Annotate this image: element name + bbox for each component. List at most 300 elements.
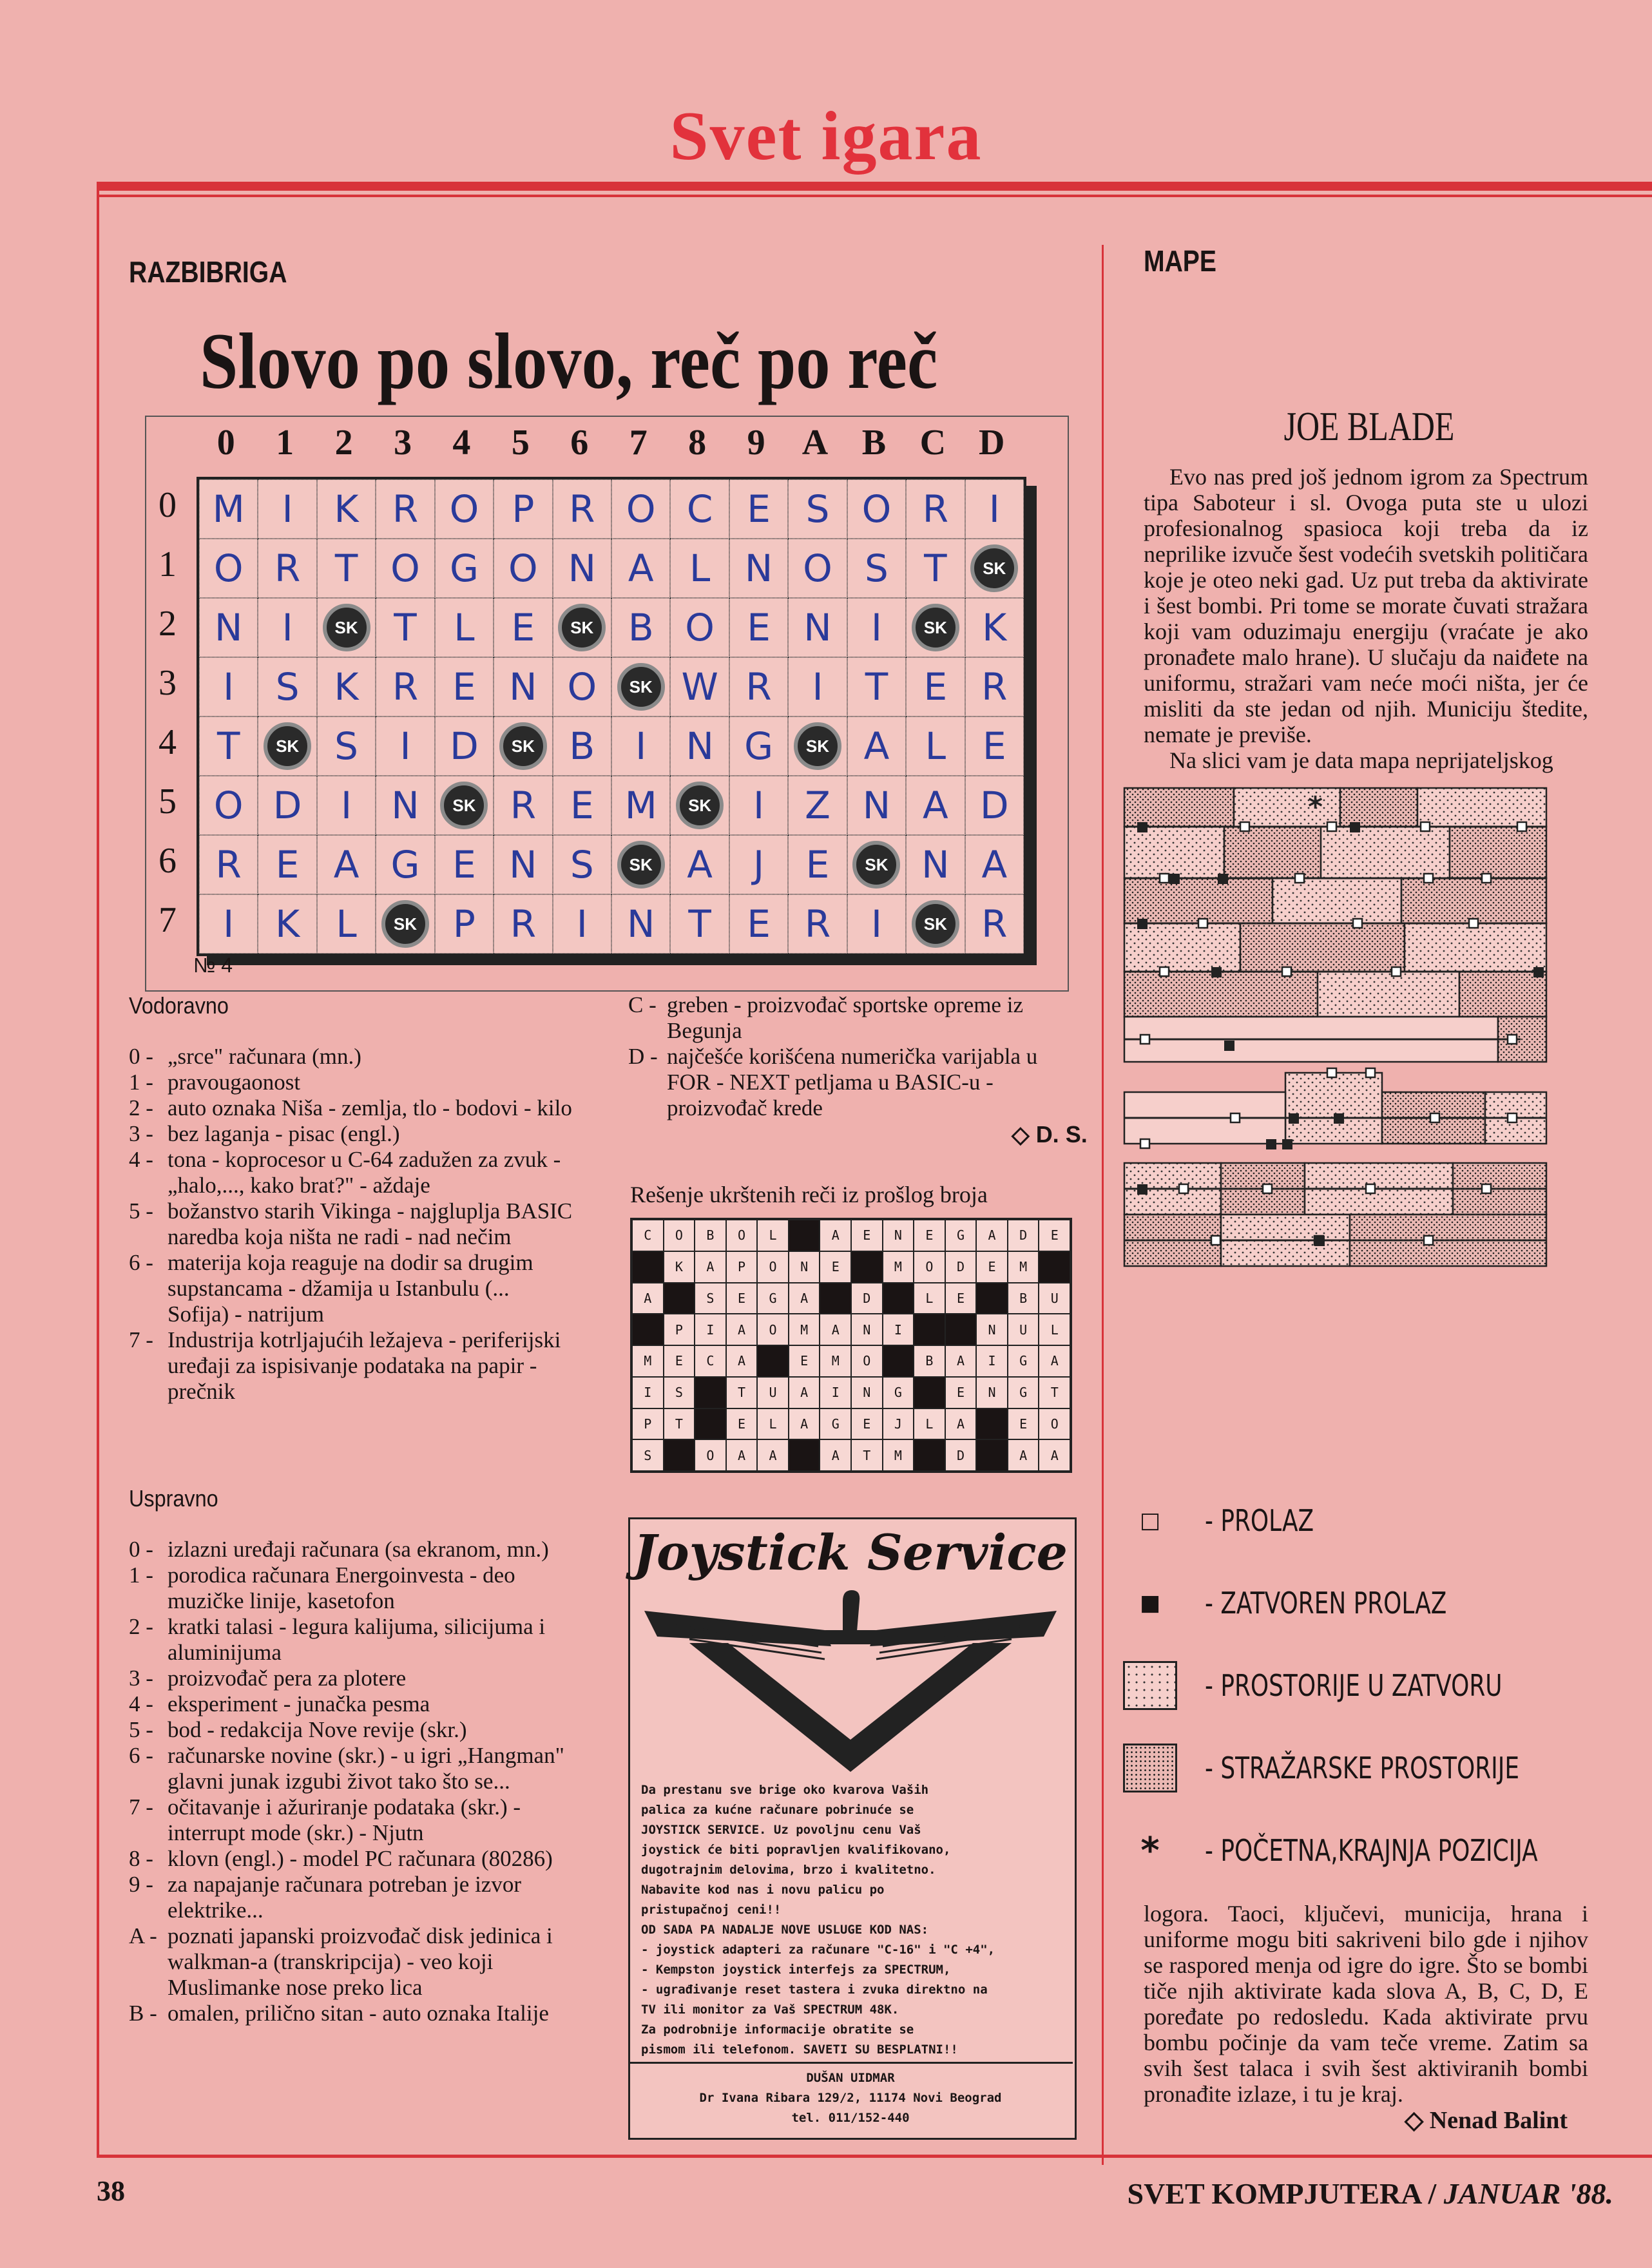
cell-letter: E: [747, 902, 771, 946]
column-header: C: [919, 423, 946, 463]
cell-letter: E: [805, 843, 830, 887]
crossword-cell: [435, 894, 494, 954]
cell-letter: I: [341, 783, 352, 827]
section-label-razbibriga: RAZBIBRIGA: [129, 255, 287, 289]
crossword-cell: [376, 776, 434, 835]
cell-letter: I: [282, 487, 293, 531]
row-header: 4: [158, 722, 177, 762]
crossword-cell: [847, 598, 906, 657]
clue-key: 1 -: [129, 1070, 153, 1095]
solution-cell: E: [914, 1220, 945, 1251]
solution-cell: N: [851, 1377, 883, 1408]
clue-key: 6 -: [129, 1743, 153, 1768]
crossword-cell: [317, 776, 376, 835]
solution-cell: A: [726, 1439, 758, 1471]
puzzle-number: № 4: [193, 954, 233, 977]
ad-line: dugotrajnim delovima, brzo i kvalitetno.: [641, 1863, 936, 1877]
crossword-cell: [494, 835, 552, 894]
crossword-cell: [435, 598, 494, 657]
row-header: 0: [158, 485, 177, 525]
crossword-cell: [965, 776, 1024, 835]
solution-cell: L: [1039, 1314, 1070, 1345]
clue-text: bod - redakcija Nove revije (skr.): [168, 1717, 467, 1742]
solution-cell: O: [851, 1345, 883, 1377]
crossword-cell: [199, 894, 258, 954]
game-title: JOE BLADE: [1283, 403, 1455, 449]
cell-letter: O: [390, 546, 420, 590]
crossword-cell: [965, 716, 1024, 776]
solution-cell: B: [914, 1345, 945, 1377]
crossword-cell: [494, 479, 552, 539]
bottom-rule: [97, 2155, 1652, 2158]
clue-item: [129, 1614, 573, 1666]
ad-contact: [628, 2068, 1073, 2128]
legend-symbol-open: □: [1139, 1508, 1161, 1533]
crossword-cell: [317, 479, 376, 539]
solution-cell: E: [945, 1377, 977, 1408]
clue-key: D -: [628, 1044, 658, 1069]
row-header: 5: [158, 782, 177, 822]
cell-letter: N: [921, 843, 950, 887]
cell-letter: T: [216, 724, 240, 768]
crossword-cell: [670, 479, 729, 539]
solution-black-cell: [851, 1251, 883, 1283]
solution-cell: O: [757, 1251, 789, 1283]
crossword-cell: [611, 479, 670, 539]
solution-cell: N: [976, 1377, 1008, 1408]
solution-cell: A: [945, 1345, 977, 1377]
down-clues-continued: [628, 992, 1073, 1121]
clue-key: 7 -: [129, 1327, 153, 1352]
solution-cell: A: [726, 1314, 758, 1345]
solution-black-cell: [1039, 1251, 1070, 1283]
cell-letter: T: [865, 665, 888, 709]
crossword-cell: [435, 657, 494, 716]
row-header: 3: [158, 663, 177, 703]
cell-letter: R: [510, 783, 536, 827]
crossword-cell: [376, 539, 434, 598]
crossword-cell: [788, 894, 847, 954]
clue-item: [129, 1691, 573, 1717]
crossword-cell: [670, 716, 729, 776]
clue-key: 5 -: [129, 1717, 153, 1742]
solution-cell: E: [851, 1408, 883, 1440]
column-header: 7: [629, 423, 648, 463]
solution-black-cell: [695, 1377, 726, 1408]
crossword-cell: [494, 539, 552, 598]
solution-cell: M: [883, 1439, 914, 1471]
clue-text: računarske novine (skr.) - u igri „Hangman" glavni junak izgubi život tako što se...: [168, 1743, 564, 1794]
crossword-cell: [788, 835, 847, 894]
crossword-grid: [197, 477, 1026, 956]
cell-letter: E: [452, 843, 476, 887]
solution-cell: A: [789, 1283, 820, 1314]
cell-letter: O: [685, 606, 715, 649]
cell-letter: L: [336, 902, 357, 946]
crossword-cell: [670, 657, 729, 716]
crossword-cell: [611, 657, 670, 716]
solution-cell: O: [914, 1251, 945, 1283]
solution-cell: A: [726, 1345, 758, 1377]
cell-letter: L: [689, 546, 711, 590]
article-signature: ◇ Nenad Balint: [1405, 2107, 1568, 2134]
clue-text: „srce" računara (mn.): [168, 1044, 361, 1069]
crossword-cell: [199, 657, 258, 716]
crossword-cell: [670, 598, 729, 657]
solution-black-cell: [757, 1345, 789, 1377]
clue-text: eksperiment - junačka pesma: [168, 1691, 430, 1716]
crossword-cell: [494, 716, 552, 776]
cell-letter: O: [861, 487, 892, 531]
solution-cell: M: [1008, 1251, 1039, 1283]
cell-letter: N: [686, 724, 714, 768]
cell-letter: S: [865, 546, 888, 590]
legend-text: - STRAŽARSKE PROSTORIJE: [1205, 1751, 1520, 1785]
crossword-cell: [847, 716, 906, 776]
crossword-cell: [847, 657, 906, 716]
solution-cell: O: [1039, 1408, 1070, 1440]
column-header: D: [979, 423, 1005, 463]
crossword-cell: [611, 716, 670, 776]
ad-line: Za podrobnije informacije obratite se: [641, 2023, 914, 2037]
puzzle-title: Slovo po slovo, reč po reč: [200, 317, 938, 405]
cell-letter: E: [982, 724, 1006, 768]
cell-letter: R: [804, 902, 831, 946]
solution-cell: G: [757, 1283, 789, 1314]
solution-grid: [630, 1218, 1072, 1473]
clue-key: A -: [129, 1923, 157, 1948]
clue-item: [129, 1537, 573, 1562]
clue-text: klovn (engl.) - model PC računara (80286): [168, 1846, 553, 1871]
cell-letter: E: [570, 783, 594, 827]
cell-letter: T: [334, 546, 358, 590]
solution-cell: B: [1008, 1283, 1039, 1314]
column-header: B: [861, 423, 887, 463]
clue-text: poznati japanski proizvođač disk jedinica i walkman-a (transkripcija) - veo koji Muslimanke nose preko lica: [168, 1923, 553, 2000]
solution-cell: P: [664, 1314, 695, 1345]
clue-item: [129, 1070, 573, 1095]
crossword-cell: [258, 835, 316, 894]
solution-cell: A: [820, 1439, 851, 1471]
crossword-cell: [729, 539, 788, 598]
clue-key: C -: [628, 992, 657, 1017]
clue-item: [129, 1923, 573, 2001]
solution-cell: S: [664, 1377, 695, 1408]
cell-letter: I: [399, 724, 411, 768]
cell-letter: T: [688, 902, 711, 946]
solution-black-cell: [664, 1283, 695, 1314]
clue-item: [129, 1846, 573, 1872]
cell-letter: R: [922, 487, 948, 531]
column-header: 9: [747, 423, 765, 463]
clue-text: bez laganja - pisac (engl.): [168, 1121, 400, 1146]
sk-block: SK: [381, 900, 429, 948]
crossword-cell: [317, 598, 376, 657]
crossword-cell: [611, 776, 670, 835]
sk-block: SK: [323, 604, 370, 651]
solution-cell: A: [1039, 1345, 1070, 1377]
sk-block: SK: [852, 841, 900, 889]
solution-cell: O: [695, 1439, 726, 1471]
crossword-cell: [729, 657, 788, 716]
clue-item: [129, 2001, 573, 2026]
cell-letter: K: [334, 665, 359, 709]
crossword-cell: [906, 716, 965, 776]
top-rule: [97, 182, 1652, 191]
cell-letter: S: [805, 487, 830, 531]
clue-item: [129, 1743, 573, 1794]
solution-cell: N: [851, 1314, 883, 1345]
crossword-cell: [258, 716, 316, 776]
clue-text: tona - koprocesor u C-64 zadužen za zvuk - „halo,..., kako brat?" - aždaje: [168, 1147, 561, 1198]
cell-letter: O: [626, 487, 656, 531]
legend-text: - PROLAZ: [1205, 1503, 1314, 1538]
top-rule-thin: [97, 195, 1652, 197]
crossword-cell: [847, 776, 906, 835]
column-header: 2: [334, 423, 353, 463]
clue-key: 3 -: [129, 1121, 153, 1146]
cell-letter: E: [747, 487, 771, 531]
cell-letter: N: [744, 546, 773, 590]
cell-letter: N: [568, 546, 596, 590]
row-header: 1: [158, 544, 177, 584]
solution-cell: O: [726, 1220, 758, 1251]
clue-key: 5 -: [129, 1198, 153, 1224]
solution-black-cell: [789, 1220, 820, 1251]
cell-letter: I: [282, 606, 293, 649]
ad-line: OD SADA PA NADALJE NOVE USLUGE KOD NAS:: [641, 1923, 929, 1937]
crossword-cell: [553, 539, 611, 598]
cell-letter: T: [394, 606, 417, 649]
solution-black-cell: [883, 1283, 914, 1314]
clue-item: [129, 1121, 573, 1147]
solution-cell: G: [945, 1220, 977, 1251]
clue-text: porodica računara Energoinvesta - deo muzičke linije, kasetofon: [168, 1562, 515, 1613]
clue-key: 7 -: [129, 1794, 153, 1820]
clue-item: [129, 1250, 573, 1327]
crossword-cell: [553, 657, 611, 716]
cell-letter: I: [223, 665, 235, 709]
solution-cell: L: [914, 1408, 945, 1440]
clue-key: 8 -: [129, 1846, 153, 1871]
crossword-cell: [965, 657, 1024, 716]
solution-cell: M: [789, 1314, 820, 1345]
legend-symbol-closed: ■: [1139, 1590, 1161, 1616]
clue-text: Industrija kotrljajućih ležajeva - periferijski uređaji za ispisivanje podataka na papir - prečnik: [168, 1327, 561, 1404]
crossword-cell: [847, 835, 906, 894]
cell-letter: E: [923, 665, 948, 709]
clue-text: izlazni uređaji računara (sa ekranom, mn.): [168, 1537, 549, 1562]
cell-letter: N: [803, 606, 832, 649]
clue-text: božanstvo starih Vikinga - najgluplja BASIC naredba koja ništa ne radi - nad nečim: [168, 1198, 573, 1249]
svg-text:*: *: [1308, 791, 1323, 823]
crossword-cell: [199, 835, 258, 894]
clue-item: [628, 1044, 1073, 1121]
outro-paragraph: logora. Taoci, ključevi, municija, hrana i uniforme mogu biti sakriveni bilo gde i njihov se raspored menja od igre do igre. Što se bombi tiče njih aktivirate kada slova A, B, C, D, E poređate po redosledu. Kada aktivirate prvu bombu počinje da vam teče vreme. Zatim sa svih šest talaca i svih šest aktiviranih bombi pronađite izlaze, i tu je kraj.: [1144, 1901, 1588, 2107]
solution-cell: U: [757, 1377, 789, 1408]
solution-cell: A: [632, 1283, 664, 1314]
solution-cell: G: [1008, 1345, 1039, 1377]
solution-black-cell: [976, 1439, 1008, 1471]
crossword-cell: [258, 479, 316, 539]
cell-letter: O: [803, 546, 832, 590]
clue-text: greben - proizvođač sportske opreme iz Begunja: [667, 992, 1023, 1043]
cell-letter: J: [753, 843, 765, 887]
crossword-cell: [317, 539, 376, 598]
solution-cell: D: [945, 1251, 977, 1283]
crossword-cell: [670, 835, 729, 894]
clue-text: auto oznaka Niša - zemlja, tlo - bodovi - kilo: [168, 1095, 572, 1120]
ad-divider: [628, 2062, 1073, 2064]
column-header: 5: [511, 423, 530, 463]
column-header: 8: [688, 423, 707, 463]
crossword-cell: [965, 479, 1024, 539]
solution-cell: E: [726, 1408, 758, 1440]
solution-cell: M: [883, 1251, 914, 1283]
crossword-cell: [435, 716, 494, 776]
crossword-cell: [906, 539, 965, 598]
cell-letter: L: [454, 606, 475, 649]
solution-cell: A: [695, 1251, 726, 1283]
crossword-cell: [258, 776, 316, 835]
crossword-cell: [906, 835, 965, 894]
cell-letter: R: [392, 665, 419, 709]
clue-item: [129, 1717, 573, 1743]
cell-letter: P: [512, 487, 535, 531]
solution-cell: C: [632, 1220, 664, 1251]
solution-cell: A: [1039, 1439, 1070, 1471]
crossword-cell: [729, 598, 788, 657]
crossword-cell: [906, 894, 965, 954]
solution-cell: S: [632, 1439, 664, 1471]
column-divider: [1102, 245, 1104, 2165]
cell-letter: S: [570, 843, 594, 887]
solution-cell: L: [757, 1408, 789, 1440]
cell-letter: I: [576, 902, 588, 946]
solution-cell: G: [1008, 1377, 1039, 1408]
sk-block: SK: [617, 841, 665, 889]
footer-magazine-name: SVET KOMPJUTERA /: [1127, 2177, 1444, 2210]
solution-cell: P: [726, 1251, 758, 1283]
cell-letter: R: [392, 487, 419, 531]
section-label-mape: MAPE: [1144, 244, 1216, 278]
crossword-cell: [258, 539, 316, 598]
solution-cell: A: [757, 1439, 789, 1471]
sk-block: SK: [970, 544, 1018, 592]
across-label: Vodoravno: [129, 992, 229, 1019]
cell-letter: A: [863, 724, 890, 768]
crossword-cell: [494, 776, 552, 835]
cell-letter: O: [213, 783, 244, 827]
solution-cell: I: [883, 1314, 914, 1345]
clue-text: očitavanje i ažuriranje podataka (skr.) - interrupt mode (skr.) - Njutn: [168, 1794, 521, 1845]
solution-cell: T: [664, 1408, 695, 1440]
crossword-cell: [435, 835, 494, 894]
crossword-cell: [788, 657, 847, 716]
solution-cell: E: [945, 1283, 977, 1314]
crossword-cell: [317, 716, 376, 776]
crossword-cell: [788, 776, 847, 835]
cell-letter: I: [870, 606, 882, 649]
crossword-cell: [376, 598, 434, 657]
solution-cell: O: [757, 1314, 789, 1345]
row-header: 7: [158, 900, 177, 940]
crossword-cell: [847, 894, 906, 954]
ad-line: - ugrađivanje reset tastera i zvuka direktno na: [641, 1983, 988, 1997]
clue-item: [129, 1327, 573, 1405]
clue-key: 4 -: [129, 1147, 153, 1172]
solution-cell: E: [976, 1251, 1008, 1283]
cell-letter: R: [745, 665, 772, 709]
crossword-cell: [199, 539, 258, 598]
solution-black-cell: [789, 1439, 820, 1471]
column-header: 4: [452, 423, 471, 463]
crossword-cell: [553, 716, 611, 776]
ad-contact-address: Dr Ivana Ribara 129/2, 11174 Novi Beograd: [699, 2091, 1002, 2105]
cell-letter: R: [215, 843, 242, 887]
solution-black-cell: [914, 1377, 945, 1408]
cell-letter: A: [981, 843, 1008, 887]
solution-black-cell: [883, 1345, 914, 1377]
crossword-cell: [553, 776, 611, 835]
solution-cell: E: [664, 1345, 695, 1377]
legend-text: - POČETNA,KRAJNJA POZICIJA: [1205, 1833, 1538, 1868]
solution-cell: A: [976, 1220, 1008, 1251]
crossword-cell: [376, 894, 434, 954]
cell-letter: C: [686, 487, 713, 531]
column-header: A: [802, 423, 829, 463]
footer-magazine: [1128, 2177, 1613, 2211]
solution-black-cell: [664, 1439, 695, 1471]
column-header: 6: [570, 423, 589, 463]
footer-issue: JANUAR '88.: [1443, 2177, 1613, 2210]
cell-letter: B: [569, 724, 595, 768]
solution-black-cell: [632, 1251, 664, 1283]
magazine-section-title: Svet igara: [669, 98, 983, 175]
crossword-cell: [553, 835, 611, 894]
cell-letter: I: [812, 665, 823, 709]
legend-symbol-prison: [1121, 1660, 1179, 1711]
sk-block: SK: [912, 900, 959, 948]
ad-line: - joystick adapteri za računare "C-16" i "C +4",: [641, 1943, 995, 1957]
crossword-cell: [906, 598, 965, 657]
crossword-cell: [611, 598, 670, 657]
crossword-cell: [317, 894, 376, 954]
sk-block: SK: [264, 722, 311, 770]
clue-item: [129, 1794, 573, 1846]
ad-contact-name: DUŠAN UIDMAR: [806, 2071, 895, 2085]
crossword-cell: [435, 479, 494, 539]
cell-letter: I: [635, 724, 647, 768]
sk-block: SK: [558, 604, 606, 651]
crossword-cell: [965, 835, 1024, 894]
cell-letter: A: [687, 843, 713, 887]
solution-black-cell: [976, 1283, 1008, 1314]
puzzle-signature: ◇ D. S.: [1012, 1121, 1088, 1148]
crossword-cell: [199, 776, 258, 835]
clue-item: [129, 1872, 573, 1923]
solution-cell: I: [976, 1345, 1008, 1377]
column-header: 3: [394, 423, 412, 463]
clue-item: [129, 1666, 573, 1691]
cell-letter: R: [981, 902, 1008, 946]
solution-cell: E: [851, 1220, 883, 1251]
solution-cell: U: [1008, 1314, 1039, 1345]
solution-black-cell: [945, 1314, 977, 1345]
clue-key: 2 -: [129, 1614, 153, 1639]
cell-letter: R: [510, 902, 536, 946]
crossword-cell: [847, 479, 906, 539]
